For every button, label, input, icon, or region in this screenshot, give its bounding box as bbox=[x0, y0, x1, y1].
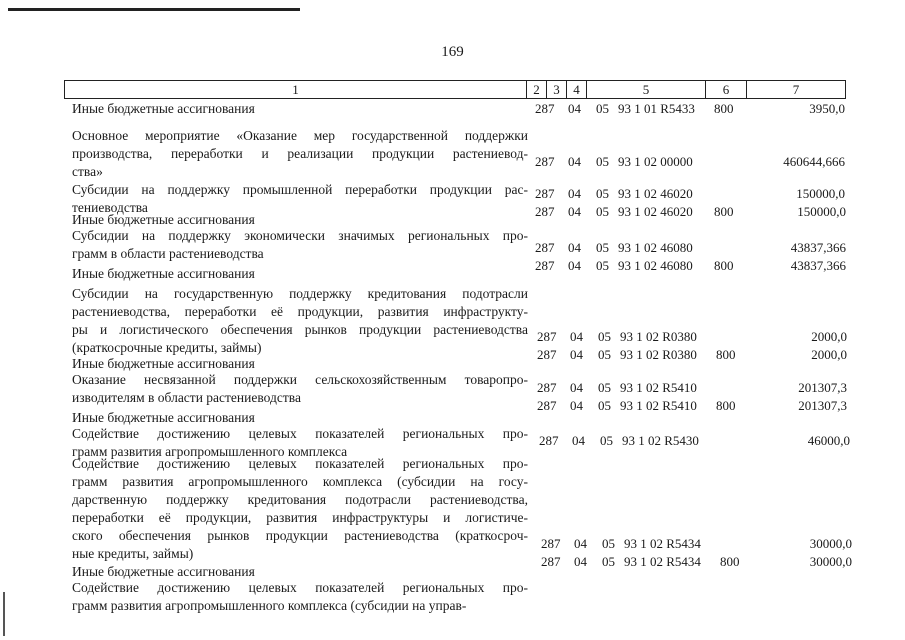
code-vedomstvo: 287 bbox=[535, 204, 555, 219]
row-description-line: грамм развития агропромышленного комплекса (субсидии на управ- bbox=[72, 598, 467, 613]
code-razdel: 04 bbox=[574, 536, 587, 551]
code-podrazdel: 05 bbox=[602, 536, 615, 551]
code-razdel: 04 bbox=[568, 154, 581, 169]
amount-value: 150000,0 bbox=[797, 204, 846, 219]
code-razdel: 04 bbox=[572, 433, 585, 448]
code-podrazdel: 05 bbox=[596, 186, 609, 201]
row-description-line: Оказание несвязанной поддержки сельскохозяйственным товаропро- bbox=[72, 372, 528, 387]
code-razdel: 04 bbox=[570, 329, 583, 344]
amount-value: 150000,0 bbox=[796, 186, 845, 201]
code-podrazdel: 05 bbox=[598, 329, 611, 344]
code-vedomstvo: 287 bbox=[537, 347, 557, 362]
row-description-line: грамм в области растениеводства bbox=[72, 246, 264, 261]
code-razdel: 04 bbox=[568, 204, 581, 219]
code-razdel: 04 bbox=[568, 101, 581, 116]
code-target-article: 93 1 02 46020 bbox=[618, 186, 693, 201]
code-vedomstvo: 287 bbox=[535, 101, 555, 116]
code-podrazdel: 05 bbox=[596, 101, 609, 116]
code-expense-type: 800 bbox=[714, 258, 734, 273]
row-description-line: (краткосрочные кредиты, займы) bbox=[72, 340, 262, 355]
amount-value: 43837,366 bbox=[790, 258, 846, 273]
code-vedomstvo: 287 bbox=[535, 154, 555, 169]
scan-artifact-left-line bbox=[3, 592, 5, 636]
code-vedomstvo: 287 bbox=[541, 554, 561, 569]
row-description-line: Субсидии на государственную поддержку кредитования подотрасли bbox=[72, 286, 528, 301]
code-podrazdel: 05 bbox=[602, 554, 615, 569]
amount-value: 43837,366 bbox=[790, 240, 846, 255]
row-description-line: ского обеспечения рынков продукции растениеводства (краткосроч- bbox=[72, 528, 528, 543]
code-target-article: 93 1 02 46080 bbox=[618, 258, 693, 273]
code-razdel: 04 bbox=[568, 186, 581, 201]
amount-value: 460644,666 bbox=[783, 154, 845, 169]
header-col-1: 1 bbox=[64, 80, 527, 99]
header-col-3: 3 bbox=[546, 80, 567, 99]
code-podrazdel: 05 bbox=[596, 240, 609, 255]
row-description-line: переработки её продукции, развития инфраструктуры и логистиче- bbox=[72, 510, 528, 525]
row-description-line: производства, переработки и реализации продукции растениевод- bbox=[72, 146, 528, 161]
code-vedomstvo: 287 bbox=[541, 536, 561, 551]
page-number: 169 bbox=[441, 44, 464, 60]
code-razdel: 04 bbox=[574, 554, 587, 569]
code-vedomstvo: 287 bbox=[535, 186, 555, 201]
code-podrazdel: 05 bbox=[598, 380, 611, 395]
code-vedomstvo: 287 bbox=[537, 329, 557, 344]
code-razdel: 04 bbox=[570, 398, 583, 413]
row-description-line: ры и логистического обеспечения рынков продукции растениеводства bbox=[72, 322, 528, 337]
amount-value: 201307,3 bbox=[798, 380, 847, 395]
header-col-4: 4 bbox=[566, 80, 587, 99]
code-target-article: 93 1 02 R0380 bbox=[620, 347, 697, 362]
code-razdel: 04 bbox=[570, 347, 583, 362]
code-target-article: 93 1 02 R5410 bbox=[620, 398, 697, 413]
code-vedomstvo: 287 bbox=[535, 258, 555, 273]
row-description-line: Содействие достижению целевых показателей региональных про- bbox=[72, 580, 528, 595]
code-expense-type: 800 bbox=[720, 554, 740, 569]
code-target-article: 93 1 02 R5434 bbox=[624, 554, 701, 569]
row-description-line: Иные бюджетные ассигнования bbox=[72, 101, 255, 116]
row-description-line: тениеводства bbox=[72, 200, 148, 215]
code-expense-type: 800 bbox=[716, 398, 736, 413]
header-col-5: 5 bbox=[586, 80, 706, 99]
code-razdel: 04 bbox=[568, 240, 581, 255]
code-target-article: 93 1 02 R0380 bbox=[620, 329, 697, 344]
amount-value: 3950,0 bbox=[809, 101, 845, 116]
code-razdel: 04 bbox=[570, 380, 583, 395]
row-description-line: Основное мероприятие «Оказание мер государственной поддержки bbox=[72, 128, 528, 143]
code-target-article: 93 1 02 46080 bbox=[618, 240, 693, 255]
amount-value: 201307,3 bbox=[798, 398, 847, 413]
row-description-line: Субсидии на поддержку промышленной переработки продукции рас- bbox=[72, 182, 528, 197]
row-description-line: Содействие достижению целевых показателей региональных про- bbox=[72, 456, 528, 471]
row-description-line: ные кредиты, займы) bbox=[72, 546, 194, 561]
row-description-line: изводителям в области растениеводства bbox=[72, 390, 301, 405]
row-description-line: Содействие достижению целевых показателей региональных про- bbox=[72, 426, 528, 441]
code-razdel: 04 bbox=[568, 258, 581, 273]
code-target-article: 93 1 02 R5434 bbox=[624, 536, 701, 551]
amount-value: 30000,0 bbox=[809, 536, 852, 551]
code-vedomstvo: 287 bbox=[539, 433, 559, 448]
code-vedomstvo: 287 bbox=[537, 398, 557, 413]
code-podrazdel: 05 bbox=[598, 347, 611, 362]
code-vedomstvo: 287 bbox=[537, 380, 557, 395]
row-description-line: Иные бюджетные ассигнования bbox=[72, 410, 255, 425]
code-podrazdel: 05 bbox=[596, 154, 609, 169]
code-podrazdel: 05 bbox=[596, 204, 609, 219]
row-description-line: дарственную поддержку кредитования подотрасли растениеводства, bbox=[72, 492, 528, 507]
code-target-article: 93 1 02 00000 bbox=[618, 154, 693, 169]
code-podrazdel: 05 bbox=[596, 258, 609, 273]
row-description-line: Иные бюджетные ассигнования bbox=[72, 356, 255, 371]
row-description-line: Иные бюджетные ассигнования bbox=[72, 212, 255, 227]
code-target-article: 93 1 02 R5410 bbox=[620, 380, 697, 395]
header-col-2: 2 bbox=[526, 80, 547, 99]
row-description-line: Иные бюджетные ассигнования bbox=[72, 564, 255, 579]
code-vedomstvo: 287 bbox=[535, 240, 555, 255]
row-description-line: грамм развития агропромышленного комплекса (субсидии на госу- bbox=[72, 474, 528, 489]
code-target-article: 93 1 02 R5430 bbox=[622, 433, 699, 448]
row-description-line: Иные бюджетные ассигнования bbox=[72, 266, 255, 281]
code-expense-type: 800 bbox=[714, 204, 734, 219]
scan-artifact-top-line bbox=[8, 8, 300, 11]
header-col-6: 6 bbox=[705, 80, 747, 99]
row-description-line: ства» bbox=[72, 164, 103, 179]
code-target-article: 93 1 01 R5433 bbox=[618, 101, 695, 116]
code-target-article: 93 1 02 46020 bbox=[618, 204, 693, 219]
code-podrazdel: 05 bbox=[600, 433, 613, 448]
code-podrazdel: 05 bbox=[598, 398, 611, 413]
header-col-7: 7 bbox=[746, 80, 846, 99]
amount-value: 46000,0 bbox=[807, 433, 850, 448]
amount-value: 30000,0 bbox=[809, 554, 852, 569]
row-description-line: Субсидии на поддержку экономически значимых региональных про- bbox=[72, 228, 528, 243]
code-expense-type: 800 bbox=[714, 101, 734, 116]
code-expense-type: 800 bbox=[716, 347, 736, 362]
row-description-line: растениеводства, переработки её продукции, развития инфраструкту- bbox=[72, 304, 528, 319]
amount-value: 2000,0 bbox=[811, 329, 847, 344]
amount-value: 2000,0 bbox=[811, 347, 847, 362]
row-description-line: грамм развития агропромышленного комплекса bbox=[72, 444, 348, 459]
